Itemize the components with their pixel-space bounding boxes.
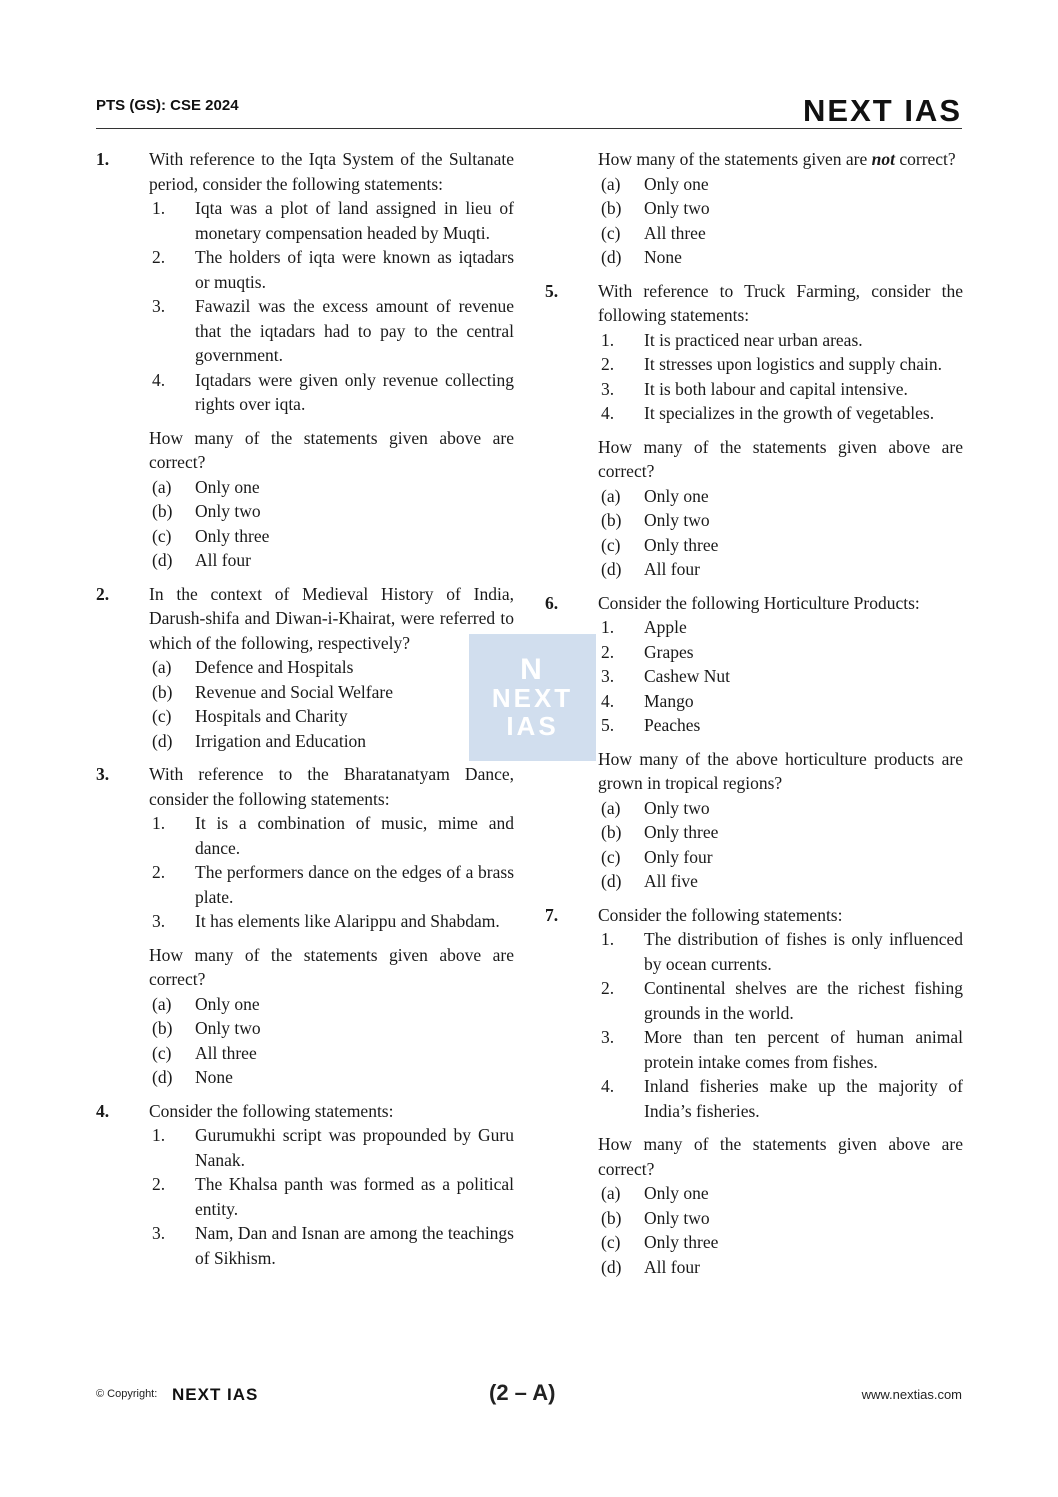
statement-item: 2. The Khalsa panth was formed as a political entity. — [152, 1174, 514, 1219]
statement-item: 5. Peaches — [601, 715, 701, 735]
question-stem: Consider the following statements: — [598, 904, 843, 925]
question-prompt: How many of the statements given are not correct? — [598, 149, 956, 169]
page-number: (2 – A) — [489, 1380, 556, 1405]
question-2 — [96, 582, 514, 754]
statement-item: 1. Apple — [601, 617, 687, 637]
statement-item: 3. Nam, Dan and Isnan are among the teachings of Sikhism. — [152, 1223, 514, 1268]
watermark-logo: N NEXT IAS — [469, 634, 596, 761]
option-b: (b) Only two — [152, 1018, 261, 1038]
question-1 — [96, 147, 514, 573]
right-column — [545, 147, 963, 1288]
question-stem: With reference to Truck Farming, consider the following statements: — [598, 280, 963, 325]
question-3 — [96, 762, 514, 1090]
option-d: (d) None — [601, 247, 682, 267]
option-b: (b) Revenue and Social Welfare — [152, 681, 393, 702]
statement-item: 1. The distribution of fishes is only influenced by ocean currents. — [601, 929, 963, 974]
question-stem: Consider the following statements: — [149, 1100, 394, 1121]
option-d: (d) All four — [601, 559, 700, 579]
option-c: (c) Only three — [601, 1232, 719, 1252]
question-6 — [545, 591, 963, 894]
footer-brand-logo: NEXT IAS — [172, 1385, 259, 1404]
option-a: (a) Only one — [152, 476, 260, 497]
statement-item: 3. It is both labour and capital intensive. — [601, 378, 908, 399]
question-prompt: How many of the above horticulture products are grown in tropical regions? — [598, 748, 963, 793]
footer-copyright: © Copyright: — [96, 1388, 158, 1400]
option-d: (d) All four — [601, 1256, 700, 1277]
question-number: 7. — [545, 904, 559, 925]
question-stem: Consider the following Horticulture Products: — [598, 592, 920, 613]
statement-item: 2. The performers dance on the edges of a brass plate. — [152, 862, 514, 907]
statement-item: 1. Iqta was a plot of land assigned in lieu of monetary compensation headed by Muqti. — [152, 198, 514, 243]
option-a: (a) Only one — [601, 485, 709, 506]
option-c: (c) Only three — [152, 525, 270, 546]
statement-list — [149, 196, 514, 417]
option-b: (b) Only two — [601, 1207, 710, 1228]
question-number: 5. — [545, 280, 559, 301]
statement-list — [149, 1123, 514, 1270]
option-a: (a) Only one — [152, 993, 260, 1014]
statement-item: 4. It specializes in the growth of vegetables. — [601, 403, 935, 423]
question-prompt: How many of the statements given above are correct? — [149, 427, 514, 472]
question-number: 1. — [96, 149, 110, 169]
statement-list — [598, 927, 963, 1123]
option-a: (a) Only two — [601, 797, 710, 818]
option-b: (b) Only two — [152, 501, 261, 521]
option-d: (d) All four — [152, 550, 251, 570]
option-c: (c) Hospitals and Charity — [152, 706, 348, 726]
statement-item: 3. Cashew Nut — [601, 666, 731, 686]
statement-item: 2. It stresses upon logistics and supply chain. — [601, 354, 942, 374]
statement-list — [598, 328, 963, 426]
option-b: (b) Only two — [601, 510, 710, 530]
statement-item: 3. More than ten percent of human animal protein intake comes from fishes. — [601, 1027, 963, 1072]
question-5 — [545, 279, 963, 582]
statement-item: 4. Iqtadars were given only revenue collecting rights over iqta. — [152, 369, 514, 414]
footer-website: www.nextias.com — [861, 1387, 962, 1402]
statement-item: 2. Continental shelves are the richest fishing grounds in the world. — [601, 978, 963, 1023]
option-c: (c) Only four — [601, 846, 713, 867]
statement-item: 2. Grapes — [601, 641, 694, 662]
question-4 — [96, 1099, 514, 1271]
brand-logo: NEXT IAS — [803, 93, 962, 128]
option-d: (d) All five — [601, 871, 698, 891]
statement-item: 1. It is a combination of music, mime and dance. — [152, 813, 514, 858]
left-column — [96, 147, 514, 1279]
statement-item: 4. Mango — [601, 690, 694, 711]
question-prompt: How many of the statements given above are correct? — [149, 944, 514, 989]
question-7 — [545, 903, 963, 1280]
question-number: 4. — [96, 1100, 110, 1121]
option-d: (d) None — [152, 1067, 233, 1087]
statement-item: 1. Gurumukhi script was propounded by Guru Nanak. — [152, 1125, 514, 1170]
statement-list — [598, 615, 963, 738]
question-4-continued — [545, 147, 963, 270]
option-d: (d) Irrigation and Education — [152, 730, 367, 751]
statement-item: 1. It is practiced near urban areas. — [601, 329, 863, 350]
question-stem: With reference to the Bharatanatyam Dance, consider the following statements: — [149, 764, 514, 809]
option-a: (a) Only one — [601, 173, 709, 194]
option-a: (a) Only one — [601, 1183, 709, 1203]
question-number: 2. — [96, 583, 110, 604]
statement-item: 3. Fawazil was the excess amount of revenue that the iqtadars had to pay to the central government. — [152, 296, 514, 365]
option-b: (b) Only three — [601, 822, 719, 842]
question-prompt: How many of the statements given above are correct? — [598, 1134, 963, 1179]
header-divider — [96, 128, 962, 129]
statement-item: 4. Inland fisheries make up the majority of India’s fisheries. — [601, 1076, 963, 1121]
paper-title: PTS (GS): CSE 2024 — [96, 97, 239, 114]
question-prompt: How many of the statements given above are correct? — [598, 436, 963, 481]
statement-item: 2. The holders of iqta were known as iqtadars or muqtis. — [152, 247, 514, 292]
question-stem: With reference to the Iqta System of the Sultanate period, consider the following statements: — [149, 149, 514, 194]
question-number: 6. — [545, 592, 559, 613]
statement-list — [149, 811, 514, 934]
emphasis-not: not — [871, 149, 895, 169]
option-a: (a) Defence and Hospitals — [152, 657, 354, 677]
option-c: (c) All three — [152, 1042, 257, 1063]
question-stem: In the context of Medieval History of India, Darush-shifa and Diwan-i-Khairat, were referred to which of the following, respectively? — [149, 583, 514, 653]
option-c: (c) All three — [601, 222, 706, 243]
statement-item: 3. It has elements like Alarippu and Shabdam. — [152, 911, 500, 931]
option-c: (c) Only three — [601, 534, 719, 555]
option-b: (b) Only two — [601, 198, 710, 218]
question-number: 3. — [96, 764, 110, 784]
